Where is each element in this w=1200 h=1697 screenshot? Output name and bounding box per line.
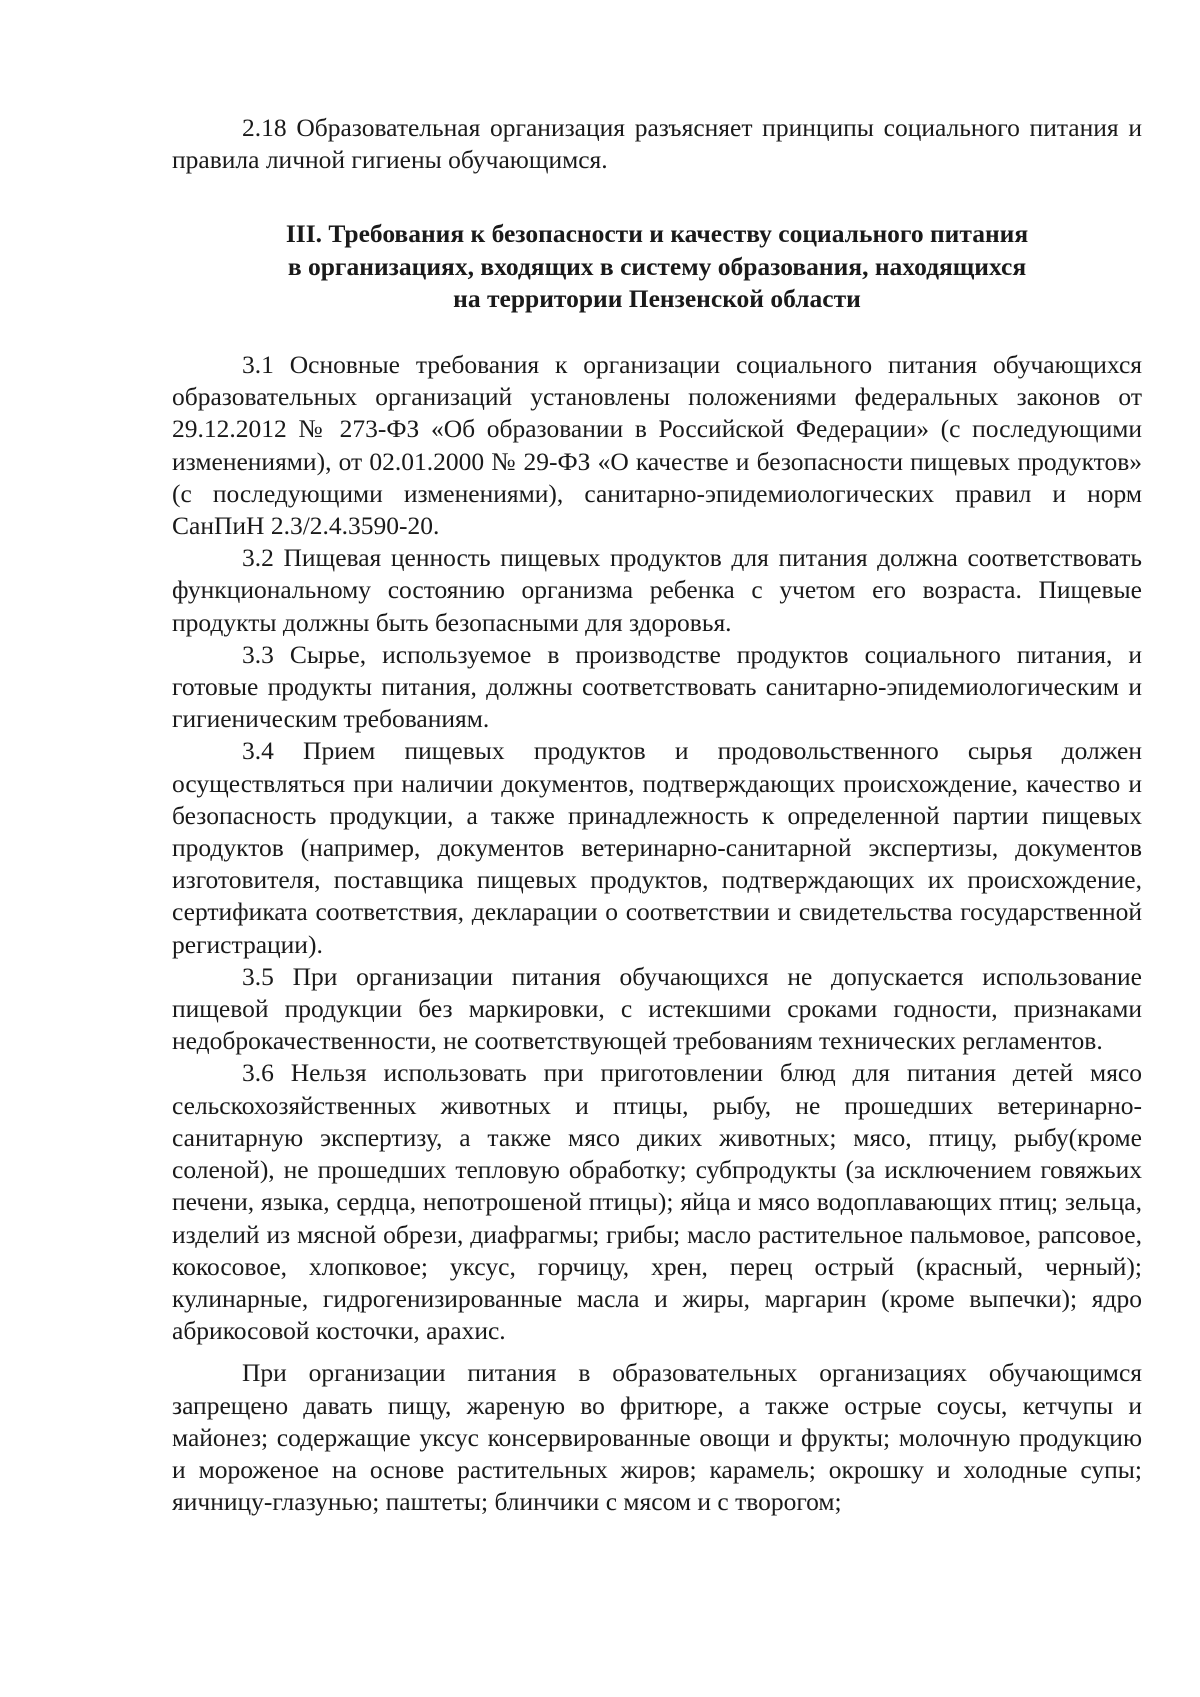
section-heading-line-2: в организациях, входящих в систему образования, находящихся xyxy=(287,251,1027,281)
paragraph-3-6: 3.6 Нельзя использовать при приготовлении блюд для питания детей мясо сельскохозяйственных животных и птицы, рыбу, не прошедших ветеринарно-санитарную экспертизу, а также мясо диких животных; мясо, птицу, рыбу(кроме соленой), не прошедших тепловую обработку; субпродукты (за исключением говяжьих печени, языка, сердца, непотрошеной птицы); яйца и мясо водоплавающих птиц; зельца, изделий из мясной обрези, диафрагмы; грибы; масло растительное пальмовое, рапсовое, кокосовое, хлопковое; уксус, горчицу, хрен, перец острый (красный, черный); кулинарные, гидрогенизированные масла и жиры, маргарин (кроме выпечки); ядро абрикосовой косточки, арахис. xyxy=(172,1058,1142,1346)
paragraph-forbidden-foods: При организации питания в образовательных организациях обучающимся запрещено давать пищу, жареную во фритюре, а также острые соусы, кетчупы и майонез; содержащие уксус консервированные овощи и фрукты; молочную продукцию и мороженое на основе растительных жиров; карамель; окрошку и холодные супы; яичницу-глазунью; паштеты; блинчики с мясом и с творогом; xyxy=(172,1358,1142,1517)
paragraph-3-2: 3.2 Пищевая ценность пищевых продуктов для питания должна соответствовать функциональному состоянию организма ребенка с учетом его возраста. Пищевые продукты должны быть безопасными для здоровья. xyxy=(172,543,1142,637)
paragraph-3-5: 3.5 При организации питания обучающихся не допускается использование пищевой продукции без маркировки, с истекшими сроками годности, признаками недоброкачественности, не соответствующей требованиям технических регламентов. xyxy=(172,961,1142,1056)
section-heading xyxy=(172,218,1142,315)
paragraph-3-1: 3.1 Основные требования к организации социального питания обучающихся образовательных организаций установлены положениями федеральных законов от 29.12.2012 № 273-ФЗ «Об образовании в Российской Федерации» (с последующими изменениями), от 02.01.2000 № 29-ФЗ «О качестве и безопасности пищевых продуктов» (с последующими изменениями), санитарно-эпидемиологических правил и норм СанПиН 2.3/2.4.3590-20. xyxy=(172,350,1142,541)
paragraph-3-4: 3.4 Прием пищевых продуктов и продовольственного сырья должен осуществляться при наличии документов, подтверждающих происхождение, качество и безопасность продукции, а также принадлежность к определенной партии пищевых продуктов (например, документов ветеринарно-санитарной экспертизы, документов изготовителя, поставщика пищевых продуктов, подтверждающих их происхождение, сертификата соответствия, декларации о соответствии и свидетельства государственной регистрации). xyxy=(172,736,1142,959)
paragraph-2-18: 2.18 Образовательная организация разъясняет принципы социального питания и правила личной гигиены обучающимся. xyxy=(172,113,1142,175)
paragraph-3-3: 3.3 Сырье, используемое в производстве продуктов социального питания, и готовые продукты питания, должны соответствовать санитарно-эпидемиологическим и гигиеническим требованиям. xyxy=(172,639,1142,734)
section-heading-line-1: III. Требования к безопасности и качеству социального питания xyxy=(285,219,1029,249)
document-page xyxy=(172,112,1142,1518)
section-heading-line-3: на территории Пензенской области xyxy=(453,283,861,313)
